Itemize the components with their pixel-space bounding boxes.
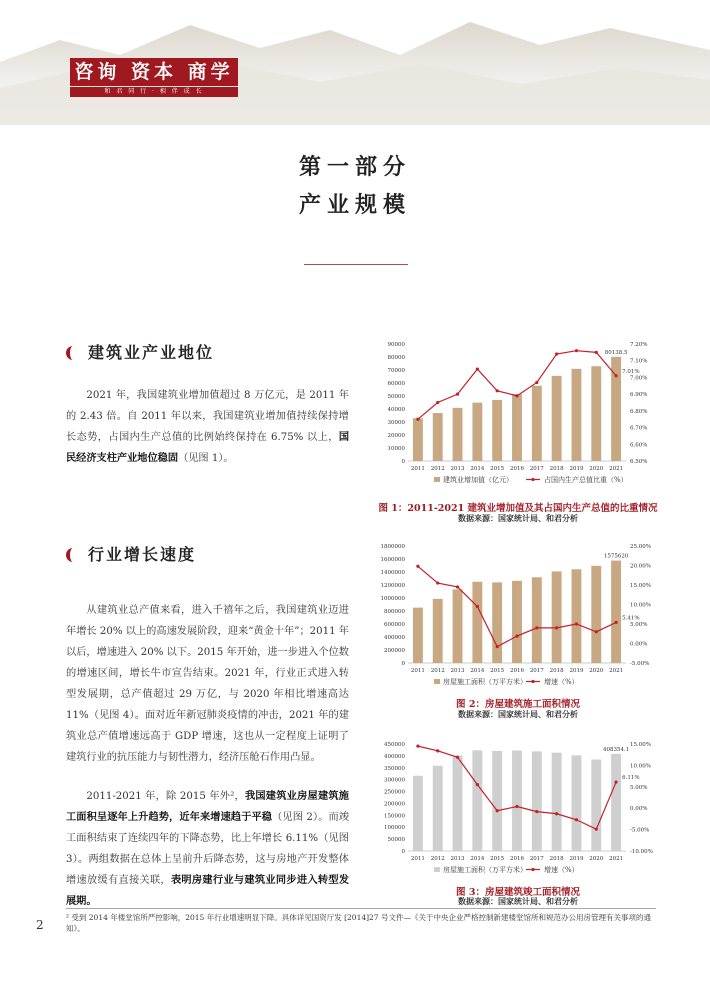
- line-point: [496, 645, 499, 648]
- bar: [512, 394, 522, 461]
- x-tick-label: 2011: [410, 856, 425, 862]
- y-tick-label-left: 10000: [387, 446, 405, 452]
- logo: [70, 58, 238, 98]
- x-tick-label: 2012: [430, 668, 445, 674]
- y-tick-label-right: 6.90%: [630, 392, 648, 399]
- line-point: [555, 626, 558, 629]
- x-tick-label: 2016: [510, 466, 524, 472]
- bar: [413, 776, 423, 851]
- x-tick-label: 2019: [569, 856, 584, 862]
- y-tick-label-right: 25.00%: [630, 544, 651, 550]
- part-title: 第一部分: [298, 154, 411, 180]
- bar: [453, 589, 463, 663]
- chart-value-added: [368, 336, 668, 491]
- bar: [591, 760, 601, 851]
- section2-text-1: 从建筑业总产值来看，进入千禧年之后，我国建筑业迈进年增长 20% 以上的高速发展阶段，迎来“黄金十年”；2011 年以后，增速进入 20% 以下。2015 年开始，进一步进入个位数的增速区间，增长牛市宣告结束。2021 年，行业正式进入转型发展期，总产值超过 29 万亿，与 2020 年相比增速高达 11%（见图 4）。面对近年新冠肺炎疫情的冲击，2021 年的建筑业总产值增速远高于 GDP 增速，这也从一定程度上证明了建筑行业的抗压能力与韧性潜力，经济压舱石作用凸显。: [66, 605, 349, 763]
- y-tick-label-right: 15.00%: [630, 742, 651, 748]
- footnote-divider: [66, 908, 656, 909]
- line-point: [456, 585, 459, 588]
- y-tick-label-right: 0.00%: [630, 806, 648, 813]
- bar: [572, 755, 582, 851]
- legend-line-marker: [531, 680, 534, 683]
- line-point: [614, 780, 617, 783]
- bar: [433, 766, 443, 851]
- legend-line-label: 占国内生产总值比重（%）: [544, 476, 628, 484]
- y-tick-label-left: 100000: [384, 825, 405, 832]
- bar: [453, 408, 463, 461]
- y-tick-label-left: 0: [401, 849, 405, 855]
- legend-bar-label: 建筑业增加值（亿元）: [443, 476, 513, 484]
- y-tick-label-left: 90000: [387, 342, 405, 348]
- y-tick-label-left: 70000: [387, 368, 405, 374]
- part-divider: [304, 264, 408, 265]
- section1-paragraph: [66, 385, 349, 469]
- y-tick-label-left: 60000: [387, 381, 405, 387]
- legend-line-marker: [531, 478, 534, 481]
- line-point: [595, 828, 598, 831]
- x-tick-label: 2019: [569, 466, 584, 472]
- line-point: [436, 581, 439, 584]
- x-tick-label: 2014: [470, 856, 485, 862]
- y-tick-label-right: -10.00%: [630, 849, 653, 855]
- bar: [512, 581, 522, 663]
- section-heading-text: 行业增长速度: [88, 545, 197, 564]
- y-tick-label-right: 5.00%: [630, 622, 648, 628]
- section1-text-bold: 国民经济支柱产业地位稳固: [66, 431, 349, 464]
- section2-text-2d: 表明房建行业与建筑业同步进入转型发展期。: [66, 874, 350, 907]
- chart-construction-area: [368, 538, 668, 693]
- x-tick-label: 2018: [549, 668, 564, 674]
- y-tick-label-right: -5.00%: [630, 827, 650, 834]
- y-tick-label-left: 50000: [387, 394, 405, 400]
- y-tick-label-left: 800000: [384, 609, 405, 615]
- bar: [453, 756, 463, 851]
- y-tick-label-left: 200000: [384, 648, 405, 654]
- x-tick-label: 2011: [410, 466, 425, 472]
- y-tick-label-left: 1600000: [380, 557, 405, 563]
- x-tick-label: 2015: [490, 856, 505, 862]
- y-tick-label-right: 6.50%: [630, 459, 648, 465]
- y-tick-label-right: 7.00%: [630, 375, 648, 382]
- line-point: [555, 812, 558, 815]
- section-heading-industry-position: [66, 340, 214, 363]
- x-tick-label: 2019: [569, 668, 584, 674]
- legend-bar-label: 房屋施工面积（万平方米）: [443, 678, 527, 686]
- x-tick-label: 2018: [549, 466, 564, 472]
- y-tick-label-left: 0: [401, 661, 405, 667]
- line-point: [496, 809, 499, 812]
- section-heading-growth-speed: [66, 542, 196, 565]
- line-data-label: 6.11%: [622, 775, 640, 782]
- bar: [572, 369, 582, 461]
- logo-subtitle: 和 君 同 行 · 相 伴 成 长: [70, 87, 238, 97]
- y-tick-label-left: 450000: [384, 742, 405, 748]
- bar-data-label: 408354.1: [602, 746, 630, 753]
- y-tick-label-left: 200000: [384, 801, 405, 808]
- figure3-caption: 图 3：房屋建筑竣工面积情况: [456, 887, 580, 898]
- chart-completed-area: [368, 736, 668, 881]
- bar: [472, 582, 482, 663]
- bar: [611, 561, 621, 663]
- y-tick-label-right: 6.80%: [630, 408, 648, 415]
- legend-bar-label: 房屋施工面积（万平方米）: [443, 866, 527, 874]
- section2-text-2b: 我国建筑业房屋建筑施工面积呈逐年上升趋势，近年来增速趋于平稳: [66, 790, 349, 823]
- line-point: [436, 401, 439, 404]
- legend-bar-swatch: [434, 867, 440, 872]
- line-point: [575, 818, 578, 821]
- y-tick-label-left: 400000: [384, 753, 405, 760]
- section2-text-2a: 2011-2021 年，除 2015 年外²，: [86, 791, 245, 802]
- line-point: [595, 630, 598, 633]
- x-tick-label: 2021: [609, 856, 624, 862]
- bar: [611, 754, 621, 851]
- line-point: [535, 381, 538, 384]
- y-tick-label-left: 20000: [387, 433, 405, 439]
- bar: [472, 403, 482, 461]
- x-tick-label: 2013: [450, 668, 465, 674]
- line-point: [515, 634, 518, 637]
- bar: [512, 751, 522, 851]
- legend-line-marker: [531, 868, 534, 871]
- legend-bar-swatch: [434, 679, 440, 684]
- x-tick-label: 2017: [529, 466, 544, 472]
- line-point: [456, 756, 459, 759]
- y-tick-label-left: 1200000: [380, 583, 405, 589]
- bar: [591, 366, 601, 461]
- x-tick-label: 2012: [430, 856, 445, 862]
- y-tick-label-left: 0: [401, 459, 405, 465]
- y-tick-label-left: 400000: [384, 635, 405, 641]
- bar: [532, 577, 542, 663]
- line-point: [476, 783, 479, 786]
- y-tick-label-left: 300000: [384, 777, 405, 784]
- y-tick-label-left: 600000: [384, 622, 405, 628]
- line-point: [515, 805, 518, 808]
- line-point: [436, 749, 439, 752]
- bar: [433, 413, 443, 461]
- y-tick-label-right: 6.60%: [630, 442, 648, 449]
- line-point: [535, 626, 538, 629]
- line-point: [476, 605, 479, 608]
- x-tick-label: 2018: [549, 856, 564, 862]
- line-point: [555, 352, 558, 355]
- x-tick-label: 2020: [589, 856, 604, 862]
- bar: [532, 751, 542, 851]
- figure1-caption: 图 1：2011-2021 建筑业增加值及其占国内生产总值的比重情况: [378, 503, 658, 514]
- y-tick-label-left: 350000: [384, 765, 405, 772]
- x-tick-label: 2015: [490, 466, 505, 472]
- logo-title: 咨询 资本 商学: [70, 58, 238, 86]
- x-tick-label: 2021: [609, 466, 624, 472]
- line-point: [416, 565, 419, 568]
- part-subtitle: 产业规模: [298, 192, 411, 218]
- x-tick-label: 2015: [490, 668, 505, 674]
- y-tick-label-left: 1000000: [380, 596, 405, 602]
- section-marker-icon: [66, 346, 78, 360]
- footnote: ² 受到 2014 年楼堂馆所严控影响，2015 年行业增速明显下降。具体详见国资厅发 [2014]27 号文件—《关于中央企业严格控制新建楼堂馆所和规范办公用房管理有关事项的通知》。: [66, 913, 651, 933]
- bar: [492, 582, 502, 663]
- y-tick-label-right: 6.70%: [630, 425, 648, 432]
- x-tick-label: 2021: [609, 668, 624, 674]
- x-tick-label: 2020: [589, 466, 604, 472]
- figure1-source: 数据来源：国家统计局、和君分析: [458, 513, 578, 523]
- bar: [591, 566, 601, 663]
- bar: [572, 569, 582, 663]
- bar: [552, 571, 562, 663]
- line-point: [476, 367, 479, 370]
- line-data-label: 7.01%: [622, 368, 640, 375]
- legend-line-label: 增速（%）: [544, 678, 579, 686]
- legend-line-label: 增速（%）: [544, 866, 579, 874]
- y-tick-label-right: 15.00%: [630, 583, 651, 589]
- x-tick-label: 2014: [470, 466, 485, 472]
- section2-text-2c: （见图 2）。而竣工面积结束了连续四年的下降态势，比上年增长 6.11%（见图 3）。两组数据在总体上呈前升后降态势，这与房地产开发整体增速放缓有直接关联，: [66, 812, 350, 886]
- x-tick-label: 2020: [589, 668, 604, 674]
- line-point: [595, 351, 598, 354]
- line-point: [575, 349, 578, 352]
- line-point: [614, 374, 617, 377]
- figure2-caption: 图 2：房屋建筑施工面积情况: [456, 699, 580, 710]
- x-tick-label: 2011: [410, 668, 425, 674]
- y-tick-label-right: 7.20%: [630, 342, 648, 348]
- bar-data-label: 1575620: [603, 553, 629, 560]
- y-tick-label-left: 80000: [387, 355, 405, 361]
- bar: [433, 599, 443, 663]
- y-tick-label-left: 150000: [384, 813, 405, 820]
- line-point: [456, 393, 459, 396]
- y-tick-label-right: 5.00%: [630, 784, 648, 791]
- line-point: [416, 745, 419, 748]
- y-tick-label-left: 1400000: [380, 570, 405, 576]
- section-heading-text: 建筑业产业地位: [88, 343, 215, 362]
- section1-text-b: （见图 1）。: [178, 453, 234, 464]
- y-tick-label-right: -5.00%: [630, 661, 650, 667]
- x-tick-label: 2017: [529, 668, 544, 674]
- bar: [552, 753, 562, 851]
- bar: [552, 376, 562, 461]
- bar-data-label: 80138.5: [604, 349, 628, 356]
- bar: [532, 386, 542, 461]
- bar: [492, 751, 502, 851]
- x-tick-label: 2012: [430, 466, 445, 472]
- bar: [413, 418, 423, 461]
- bar: [413, 608, 423, 663]
- section2-paragraph-2: [66, 786, 349, 912]
- x-tick-label: 2014: [470, 668, 485, 674]
- line-point: [496, 389, 499, 392]
- y-tick-label-left: 30000: [387, 420, 405, 426]
- line-point: [575, 622, 578, 625]
- page-number: 2: [36, 918, 44, 932]
- x-tick-label: 2016: [510, 668, 524, 674]
- y-tick-label-right: 20.00%: [630, 563, 651, 570]
- legend-bar-swatch: [434, 477, 440, 482]
- x-tick-label: 2017: [529, 856, 544, 862]
- y-tick-label-right: 10.00%: [630, 602, 651, 609]
- line-point: [416, 418, 419, 421]
- section1-text-a: 2021 年，我国建筑业增加值超过 8 万亿元，是 2011 年的 2.43 倍。自 2011 年以来，我国建筑业增加值持续保持增长态势，占国内生产总值的比例始终保持在 6.75% 以上，: [66, 390, 349, 443]
- y-tick-label-left: 1800000: [380, 544, 405, 550]
- line-point: [515, 394, 518, 397]
- y-tick-label-left: 250000: [384, 789, 405, 796]
- y-tick-label-right: 7.10%: [630, 358, 648, 365]
- figure2-source: 数据来源：国家统计局、和君分析: [458, 709, 578, 719]
- section2-paragraph-1: [66, 600, 349, 768]
- x-tick-label: 2016: [510, 856, 524, 862]
- line-point: [614, 621, 617, 624]
- y-tick-label-left: 50000: [387, 837, 405, 844]
- y-tick-label-right: 0.00%: [630, 641, 648, 648]
- y-tick-label-left: 40000: [387, 407, 405, 413]
- section-marker-icon: [66, 548, 78, 562]
- x-tick-label: 2013: [450, 466, 465, 472]
- line-point: [535, 810, 538, 813]
- x-tick-label: 2013: [450, 856, 465, 862]
- bar: [492, 400, 502, 461]
- bar: [472, 750, 482, 851]
- y-tick-label-right: 10.00%: [630, 763, 651, 770]
- line-data-label: 5.41%: [622, 615, 640, 622]
- figure3-source: 数据来源：国家统计局、和君分析: [458, 896, 578, 906]
